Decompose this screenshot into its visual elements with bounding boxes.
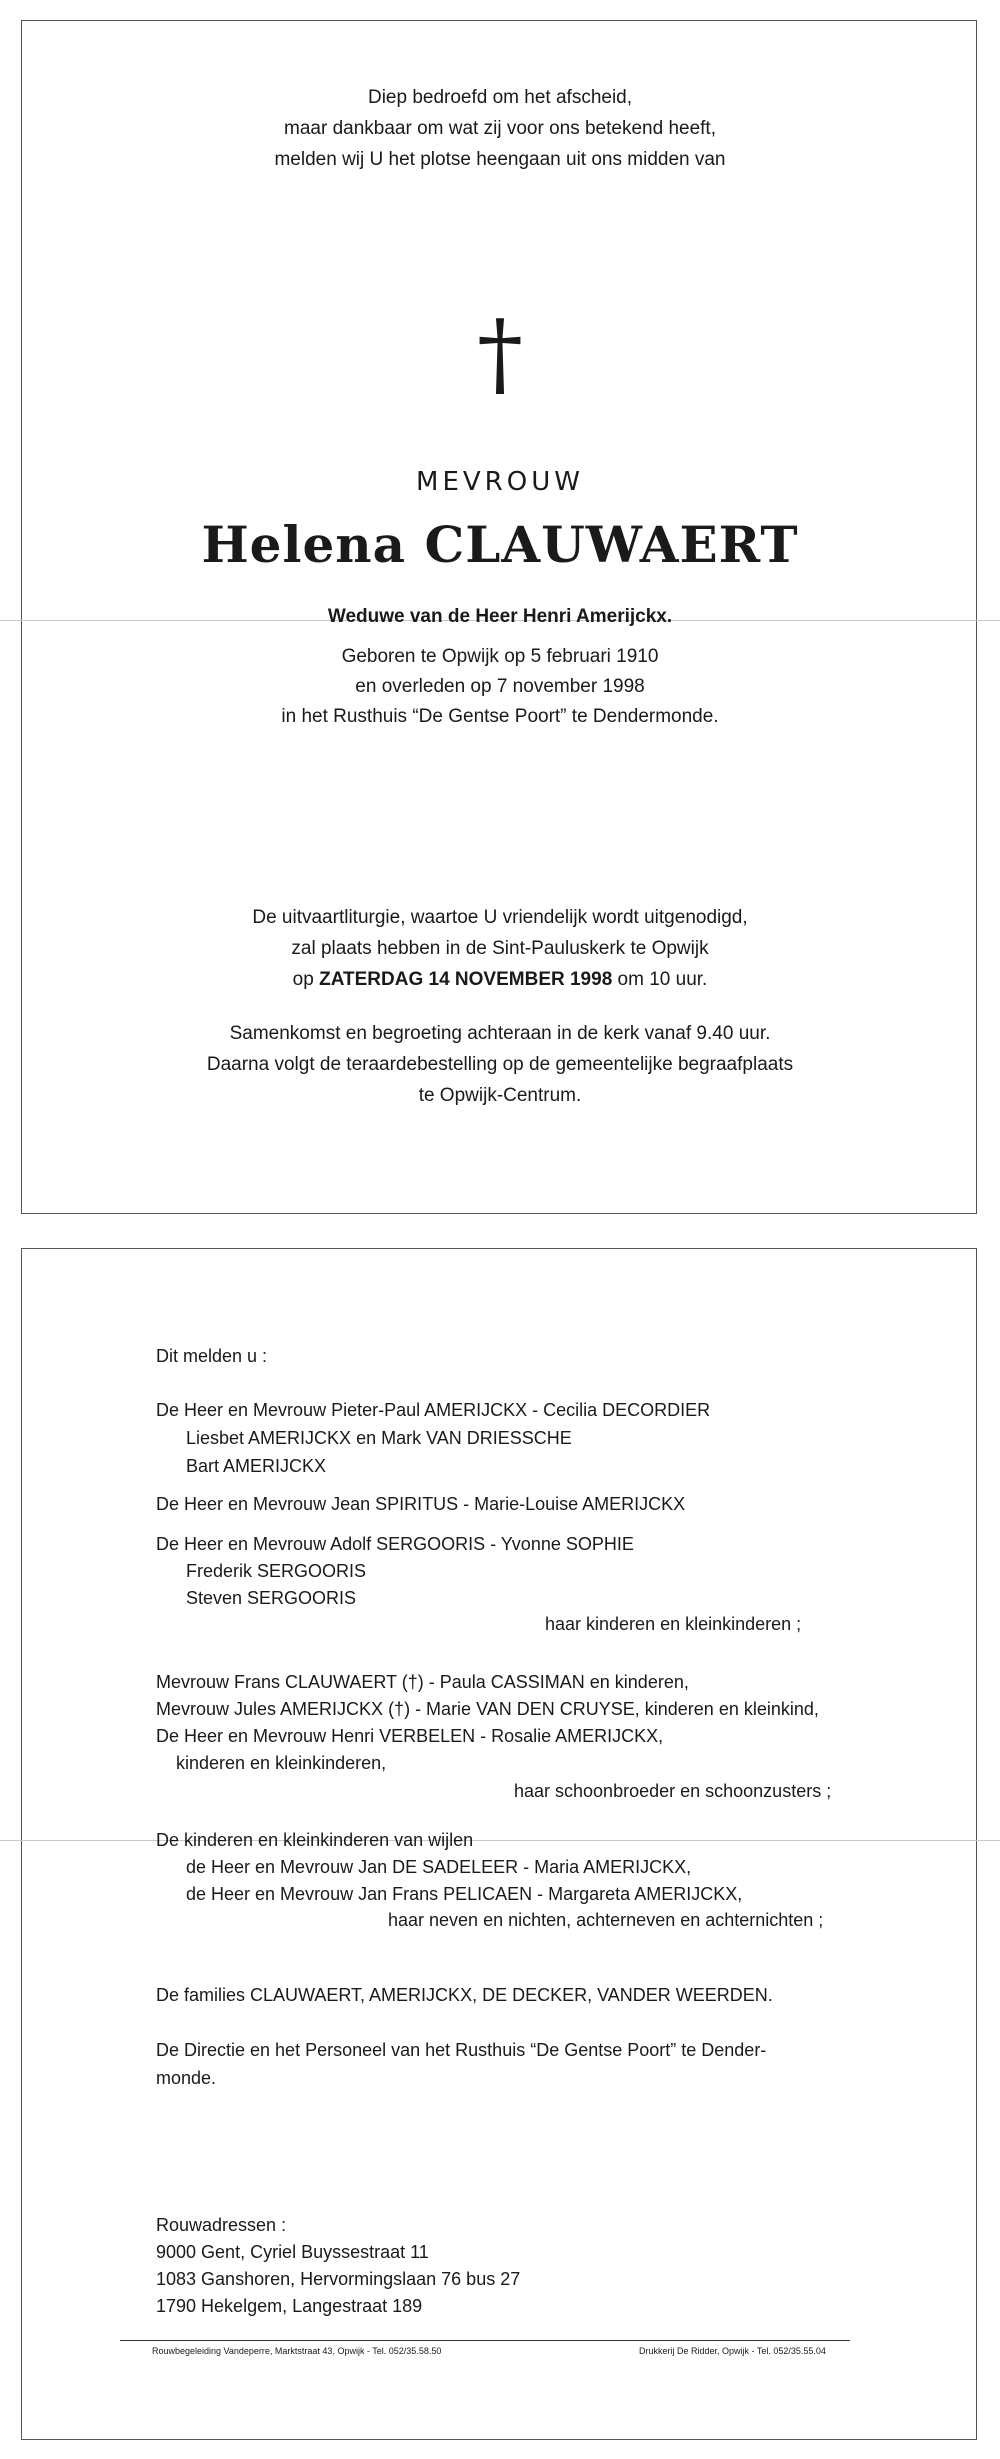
birth-death-info	[0, 642, 1000, 732]
widow-line: Weduwe van de Heer Henri Amerijckx.	[327, 606, 673, 627]
address-line: 1083 Ganshoren, Hervormingslaan 76 bus 27	[156, 2269, 521, 2289]
liturgy-prefix: op	[292, 969, 320, 990]
families-line: De families CLAUWAERT, AMERIJCKX, DE DECKER, VANDER WEERDEN.	[156, 1985, 773, 2005]
directie-line: monde.	[156, 2068, 217, 2088]
family-line: Liesbet AMERIJCKX en Mark VAN DRIESSCHE	[186, 1428, 572, 1448]
family-line: Mevrouw Jules AMERIJCKX (†) - Marie VAN DEN CRUYSE, kinderen en kleinkind,	[156, 1699, 819, 1719]
family-line: De Heer en Mevrouw Pieter-Paul AMERIJCKX - Cecilia DECORDIER	[156, 1400, 711, 1420]
announce-intro: Dit melden u :	[156, 1346, 268, 1366]
deceased-name: Helena CLAUWAERT	[201, 515, 799, 574]
date-line: en overleden op 7 november 1998	[355, 676, 645, 697]
address-line: 9000 Gent, Cyriel Buyssestraat 11	[156, 2242, 429, 2262]
cross-icon: †	[477, 300, 523, 407]
liturgy-line: zal plaats hebben in de Sint-Pauluskerk te Opwijk	[291, 938, 709, 959]
liturgy-info	[0, 902, 1000, 995]
gathering-line: Daarna volgt de teraardebestelling op de gemeentelijke begraafplaats	[206, 1054, 794, 1075]
family-line: De kinderen en kleinkinderen van wijlen	[156, 1830, 474, 1850]
footer-divider	[120, 2340, 850, 2341]
footer-printer: Drukkerij De Ridder, Opwijk - Tel. 052/35.55.04	[639, 2346, 826, 2356]
addresses-label: Rouwadressen :	[156, 2215, 287, 2235]
intro-line: Diep bedroefd om het afscheid,	[367, 87, 633, 108]
fold-line	[0, 1840, 1000, 1841]
family-line: De Heer en Mevrouw Jean SPIRITUS - Marie-Louise AMERIJCKX	[156, 1494, 686, 1514]
date-line: Geboren te Opwijk op 5 februari 1910	[341, 646, 659, 667]
relation-label: haar schoonbroeder en schoonzusters ;	[514, 1781, 832, 1801]
footer-undertaker: Rouwbegeleiding Vandeperre, Marktstraat 43, Opwijk - Tel. 052/35.58.50	[152, 2346, 442, 2356]
relation-label: haar neven en nichten, achterneven en achternichten ;	[388, 1910, 824, 1930]
intro-text	[0, 82, 1000, 175]
liturgy-line: De uitvaartliturgie, waartoe U vriendelijk wordt uitgenodigd,	[252, 907, 748, 928]
family-line: Mevrouw Frans CLAUWAERT (†) - Paula CASSIMAN en kinderen,	[156, 1672, 689, 1692]
family-line: Frederik SERGOORIS	[186, 1561, 367, 1581]
salutation: MEVROUW	[416, 467, 584, 497]
intro-line: melden wij U het plotse heengaan uit ons midden van	[274, 149, 726, 170]
family-line: Bart AMERIJCKX	[186, 1456, 327, 1476]
date-line: in het Rusthuis “De Gentse Poort” te Dendermonde.	[281, 706, 719, 727]
family-line: de Heer en Mevrouw Jan DE SADELEER - Maria AMERIJCKX,	[186, 1857, 692, 1877]
gathering-line: Samenkomst en begroeting achteraan in de kerk vanaf 9.40 uur.	[229, 1023, 771, 1044]
family-line: kinderen en kleinkinderen,	[176, 1753, 387, 1773]
gathering-line: te Opwijk-Centrum.	[418, 1085, 582, 1106]
intro-line: maar dankbaar om wat zij voor ons betekend heeft,	[284, 118, 716, 139]
relation-label: haar kinderen en kleinkinderen ;	[545, 1614, 802, 1634]
family-line: de Heer en Mevrouw Jan Frans PELICAEN - Margareta AMERIJCKX,	[186, 1884, 743, 1904]
gathering-info	[0, 1018, 1000, 1111]
address-line: 1790 Hekelgem, Langestraat 189	[156, 2296, 423, 2316]
liturgy-date-line	[0, 964, 1000, 995]
directie-line: De Directie en het Personeel van het Rusthuis “De Gentse Poort” te Dender-	[156, 2040, 767, 2060]
family-line: Steven SERGOORIS	[186, 1588, 357, 1608]
family-line: De Heer en Mevrouw Adolf SERGOORIS - Yvonne SOPHIE	[156, 1534, 634, 1554]
family-line: De Heer en Mevrouw Henri VERBELEN - Rosalie AMERIJCKX,	[156, 1726, 664, 1746]
liturgy-time: om 10 uur.	[612, 969, 708, 990]
funeral-date: ZATERDAG 14 NOVEMBER 1998	[319, 969, 613, 990]
